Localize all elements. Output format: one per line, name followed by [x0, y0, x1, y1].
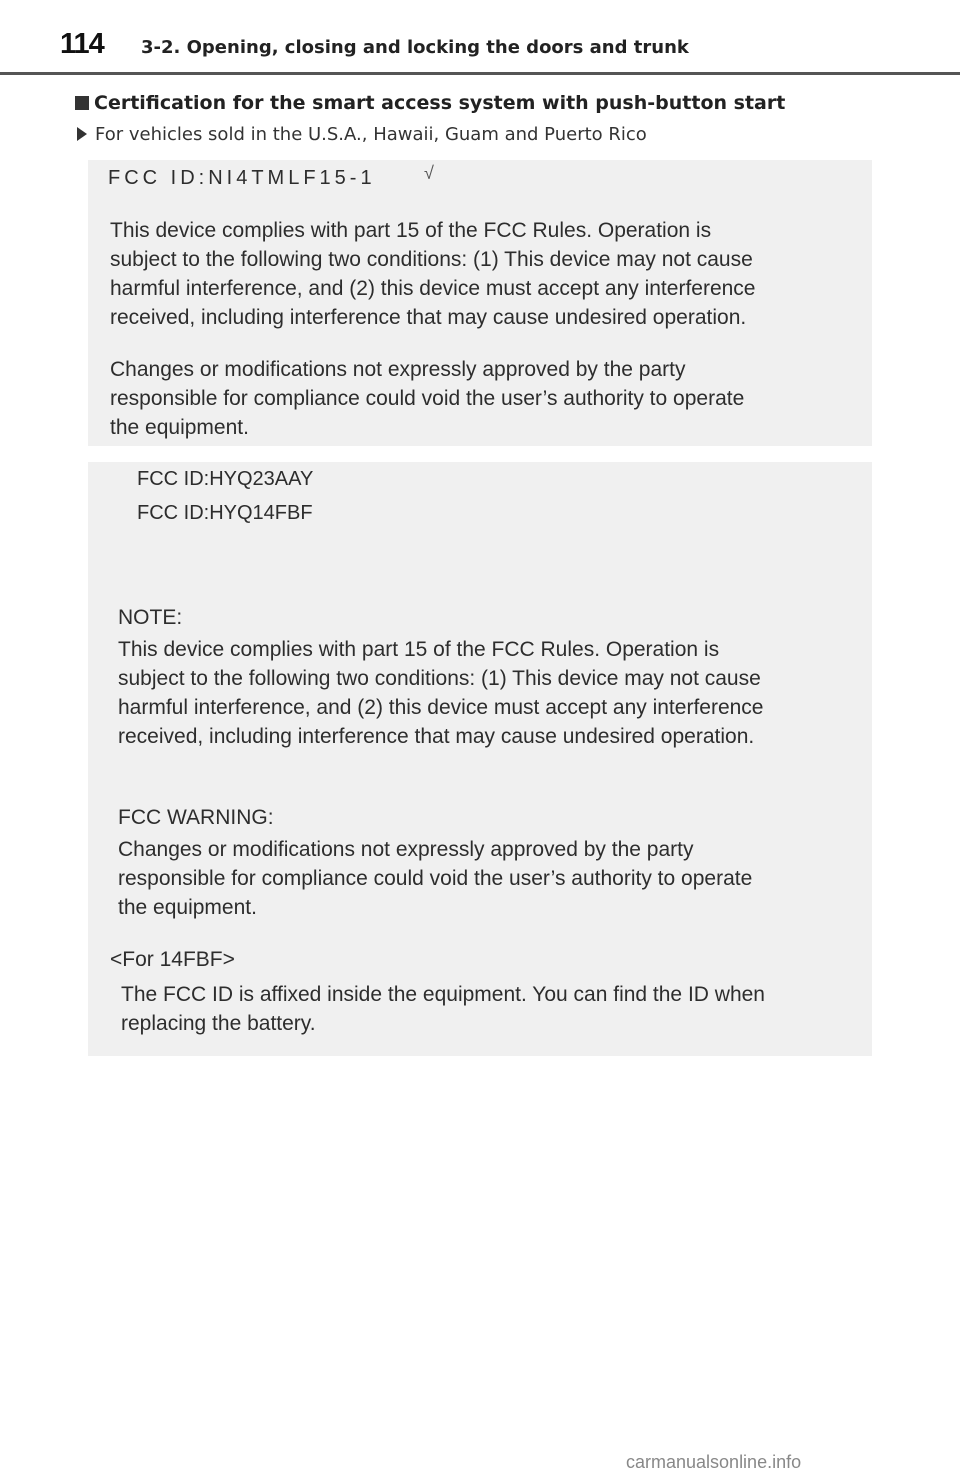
region-item	[77, 124, 647, 145]
page-header	[0, 0, 960, 74]
warning-label: FCC WARNING:	[118, 806, 274, 829]
triangle-bullet-icon	[77, 127, 87, 141]
region-text: For vehicles sold in the U.S.A., Hawaii, Guam and Puerto Rico	[95, 124, 647, 145]
note-label: NOTE:	[118, 606, 183, 629]
square-bullet-icon	[75, 96, 89, 110]
warning-line: Changes or modifications not expressly approved by the party	[118, 838, 694, 861]
compliance-line: harmful interference, and (2) this device must accept any interference	[110, 277, 756, 300]
for-14fbf-paragraph	[121, 980, 765, 1038]
note-line: received, including interference that may cause undesired operation.	[118, 725, 755, 748]
compliance-line: subject to the following two conditions: (1) This device may not cause	[110, 248, 753, 271]
changes-line: the equipment.	[110, 416, 249, 439]
for-14fbf-line: The FCC ID is affixed inside the equipment. You can find the ID when	[121, 983, 765, 1006]
page-number: 114	[60, 28, 104, 60]
note-paragraph	[118, 635, 763, 751]
compliance-line: This device complies with part 15 of the FCC Rules. Operation is	[110, 219, 712, 242]
warning-line: the equipment.	[118, 896, 257, 919]
fcc-id-ni4tmlf15: FCC ID:NI4TMLF15-1	[108, 167, 376, 189]
fcc-label-image-2	[88, 462, 872, 1056]
note-line: harmful interference, and (2) this device must accept any interference	[118, 696, 764, 719]
changes-paragraph	[110, 355, 744, 442]
section-heading	[75, 92, 785, 114]
fcc-id-hyq23aay: FCC ID:HYQ23AAY	[137, 468, 314, 490]
chapter-title: 3-2. Opening, closing and locking the doors and trunk	[141, 37, 689, 58]
warning-line: responsible for compliance could void the user’s authority to operate	[118, 867, 753, 890]
check-mark-icon: √	[424, 163, 434, 183]
changes-line: Changes or modifications not expressly approved by the party	[110, 358, 686, 381]
changes-line: responsible for compliance could void the user’s authority to operate	[110, 387, 745, 410]
for-14fbf-label: <For 14FBF>	[110, 948, 235, 971]
for-14fbf-line: replacing the battery.	[121, 1012, 316, 1035]
watermark: carmanualsonline.info	[626, 1452, 802, 1472]
header-rule	[0, 72, 960, 75]
compliance-paragraph	[110, 216, 755, 332]
warning-paragraph	[118, 835, 752, 922]
fcc-label-image-1	[88, 160, 872, 446]
fcc-id-hyq14fbf: FCC ID:HYQ14FBF	[137, 502, 313, 524]
note-line: This device complies with part 15 of the FCC Rules. Operation is	[118, 638, 720, 661]
section-heading-text: Certification for the smart access system with push-button start	[94, 92, 786, 114]
note-line: subject to the following two conditions: (1) This device may not cause	[118, 667, 761, 690]
compliance-line: received, including interference that may cause undesired operation.	[110, 306, 747, 329]
